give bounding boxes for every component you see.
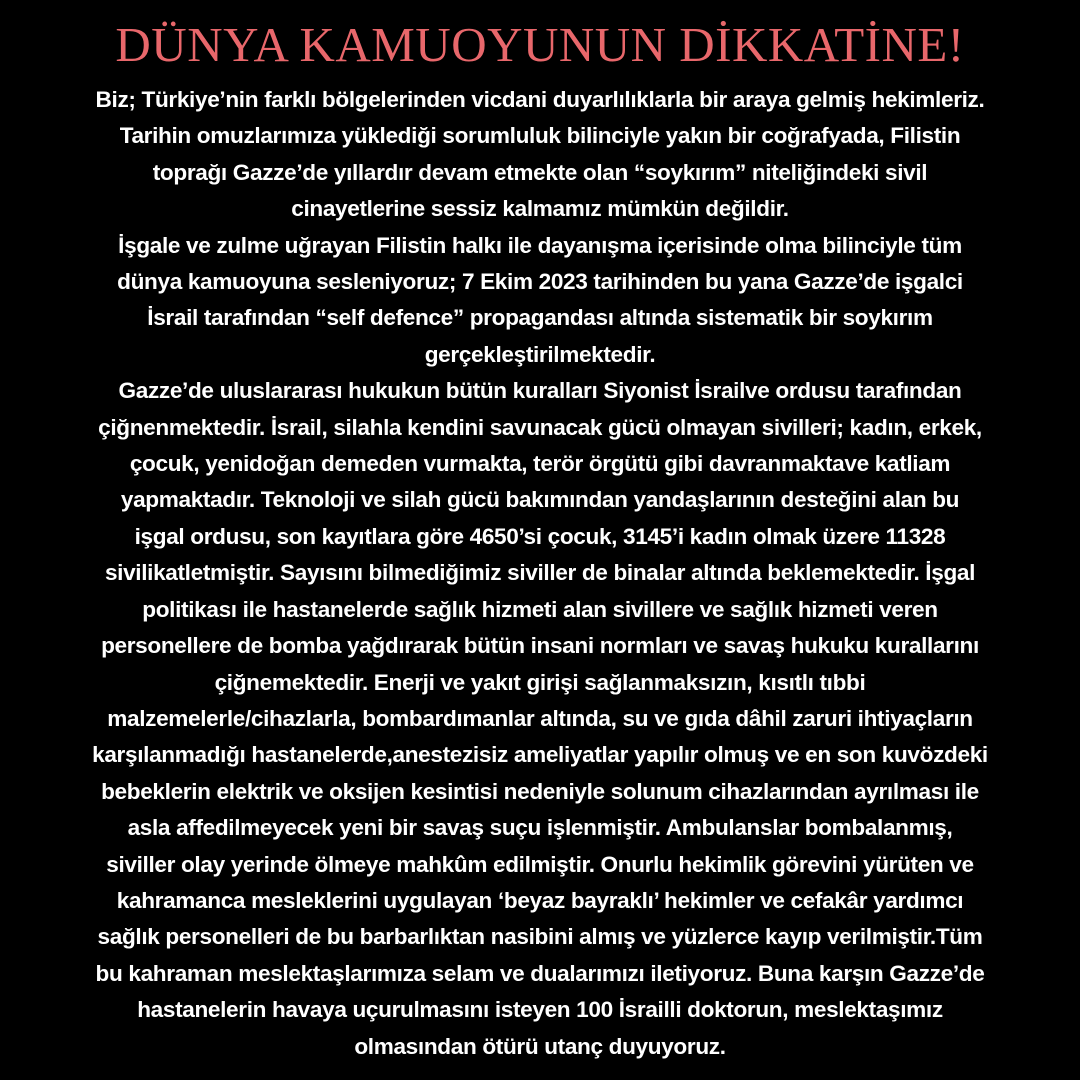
statement-line: personellere de bomba yağdırarak bütün insani normları ve savaş hukuku kurallarını (101, 633, 979, 659)
statement-line: çocuk, yenidoğan demeden vurmakta, terör örgütü gibi davranmaktave katliam (129, 451, 951, 477)
statement-body (12, 82, 1068, 1065)
statement-paragraph-3 (12, 373, 1068, 1065)
statement-line: Gazze’de uluslararası hukukun bütün kuralları Siyonist İsrailve ordusu tarafından (118, 378, 962, 404)
statement-line: siviller olay yerinde ölmeye mahkûm edilmiştir. Onurlu hekimlik görevini yürüten ve (106, 851, 974, 877)
statement-line: politikası ile hastanelerde sağlık hizmeti alan sivillere ve sağlık hizmeti veren (142, 596, 938, 622)
statement-line: dünya kamuoyuna sesleniyoruz; 7 Ekim 2023 tarihinden bu yana Gazze’de işgalci (117, 269, 963, 295)
statement-line: çiğnenmektedir. İsrail, silahla kendini savunacak gücü olmayan sivilleri; kadın, erkek, (98, 414, 982, 440)
statement-paragraph-2 (12, 228, 1068, 374)
statement-line: Biz; Türkiye’nin farklı bölgelerinden vicdani duyarlılıklarla bir araya gelmiş hekimleriz. (95, 87, 985, 112)
statement-line: olmasından ötürü utanç duyuyoruz. (354, 1033, 726, 1059)
statement-paragraph-1 (12, 82, 1068, 228)
statement-line: cinayetlerine sessiz kalmamız mümkün değildir. (291, 196, 789, 222)
statement-line: kahramanca mesleklerini uygulayan ‘beyaz bayraklı’ hekimler ve cefakâr yardımcı (116, 887, 964, 913)
statement-line: bebeklerin elektrik ve oksijen kesintisi nedeniyle solunum cihazlarından ayrılması ile (101, 778, 979, 804)
statement-line: asla affedilmeyecek yeni bir savaş suçu işlenmiştir. Ambulanslar bombalanmış, (127, 815, 953, 841)
statement-line: gerçekleştirilmektedir. (424, 341, 656, 367)
statement-line: hastanelerin havaya uçurulmasını isteyen 100 İsrailli doktorun, meslektaşımız (137, 997, 943, 1023)
statement-line: çiğnemektedir. Enerji ve yakıt girişi sağlanmaksızın, kısıtlı tıbbi (214, 669, 866, 695)
statement-line: İsrail tarafından “self defence” propagandası altında sistematik bir soykırım (147, 305, 933, 331)
statement-line: işgal ordusu, son kayıtlara göre 4650’si çocuk, 3145’i kadın olmak üzere 11328 (134, 523, 946, 549)
statement-line: İşgale ve zulme uğrayan Filistin halkı ile dayanışma içerisinde olma bilinciyle tüm (118, 232, 962, 258)
statement-line: toprağı Gazze’de yıllardır devam etmekte olan “soykırım” niteliğindeki sivil (152, 159, 928, 185)
statement-line: bu kahraman meslektaşlarımıza selam ve dualarımızı iletiyoruz. Buna karşın Gazze’de (95, 960, 985, 986)
statement-line: sivilikatletmiştir. Sayısını bilmediğimiz siviller de binalar altında beklemektedir. İşgal (104, 560, 976, 586)
statement-line: karşılanmadığı hastanelerde,anestezisiz ameliyatlar yapılır olmuş ve en son kuvözdeki (92, 742, 988, 768)
statement-line: sağlık personelleri de bu barbarlıktan nasibini almış ve yüzlerce kayıp verilmiştir.Tüm (97, 924, 983, 950)
page-title: DÜNYA KAMUOYUNUN DİKKATİNE! (115, 17, 965, 72)
statement-line: malzemelerle/cihazlarla, bombardımanlar altında, su ve gıda dâhil zaruri ihtiyaçların (107, 705, 973, 731)
statement-line: Tarihin omuzlarımıza yüklediği sorumluluk bilinciyle yakın bir coğrafyada, Filistin (119, 123, 961, 149)
statement-line: yapmaktadır. Teknoloji ve silah gücü bakımından yandaşlarının desteğini alan bu (120, 487, 960, 513)
